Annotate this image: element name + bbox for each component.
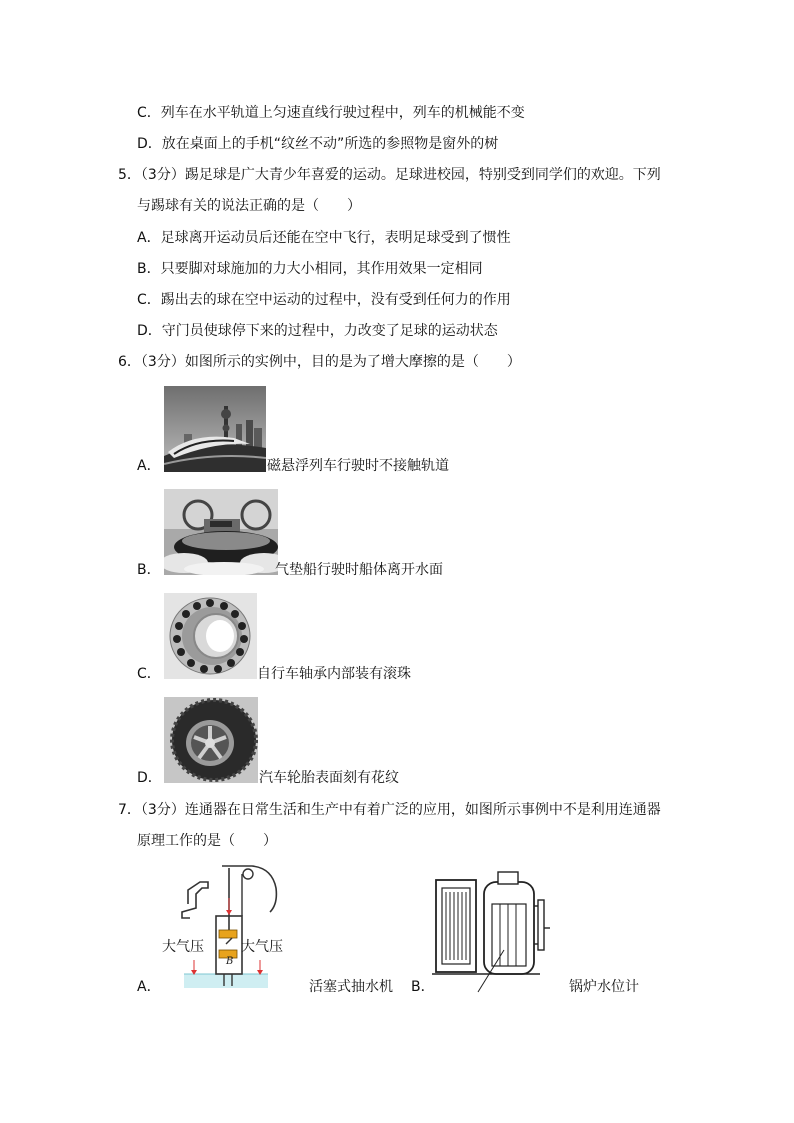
q6-option-d-letter: D． <box>137 770 162 786</box>
q7-option-b-letter: B． <box>411 979 435 995</box>
q6-option-b-text: 气垫船行驶时船体离开水面 <box>275 562 443 578</box>
atmospheric-pressure-right-label: 大气压 <box>241 939 283 955</box>
q6-option-a-letter: A． <box>137 458 161 474</box>
hovercraft-image <box>164 489 278 575</box>
q7-stem-line1: 7．（3分）连通器在日常生活和生产中有着广泛的应用，如图所示事例中不是利用连通器 <box>118 802 661 818</box>
car-tire-image <box>164 697 258 783</box>
q5-option-c: C．踢出去的球在空中运动的过程中，没有受到任何力的作用 <box>137 292 511 308</box>
q6-option-d-text: 汽车轮胎表面刻有花纹 <box>259 770 399 786</box>
maglev-train-image <box>164 386 266 472</box>
q5-option-b: B．只要脚对球施加的力大小相同，其作用效果一定相同 <box>137 261 483 277</box>
q7-option-a-text: 活塞式抽水机 <box>309 979 393 995</box>
atmospheric-pressure-left-label: 大气压 <box>162 939 204 955</box>
q6-option-b-letter: B． <box>137 562 161 578</box>
q6-option-c-text: 自行车轴承内部装有滚珠 <box>257 666 411 682</box>
q7-option-b-text: 锅炉水位计 <box>569 979 639 995</box>
q4-option-c: C．列车在水平轨道上匀速直线行驶过程中，列车的机械能不变 <box>137 105 525 121</box>
valve-b-label: B <box>226 956 234 967</box>
q7-option-a-letter: A． <box>137 979 161 995</box>
q6-stem: 6．（3分）如图所示的实例中，目的是为了增大摩擦的是（ ） <box>118 354 521 370</box>
q5-stem-line1: 5．（3分）踢足球是广大青少年喜爱的运动。足球进校园，特别受到同学们的欢迎。下列 <box>118 167 661 183</box>
q6-option-c-letter: C． <box>137 666 161 682</box>
q5-option-a: A．足球离开运动员后还能在空中飞行，表明足球受到了惯性 <box>137 230 511 246</box>
q4-option-d: D．放在桌面上的手机“纹丝不动”所选的参照物是窗外的树 <box>137 136 499 152</box>
q5-stem-line2: 与踢球有关的说法正确的是（ ） <box>137 198 361 214</box>
piston-pump-diagram <box>160 860 290 992</box>
boiler-water-gauge-diagram <box>432 866 552 994</box>
q6-option-a-text: 磁悬浮列车行驶时不接触轨道 <box>267 458 449 474</box>
q7-stem-line2: 原理工作的是（ ） <box>137 833 277 849</box>
q5-option-d: D．守门员使球停下来的过程中，力改变了足球的运动状态 <box>137 323 498 339</box>
ball-bearing-image <box>164 593 257 679</box>
